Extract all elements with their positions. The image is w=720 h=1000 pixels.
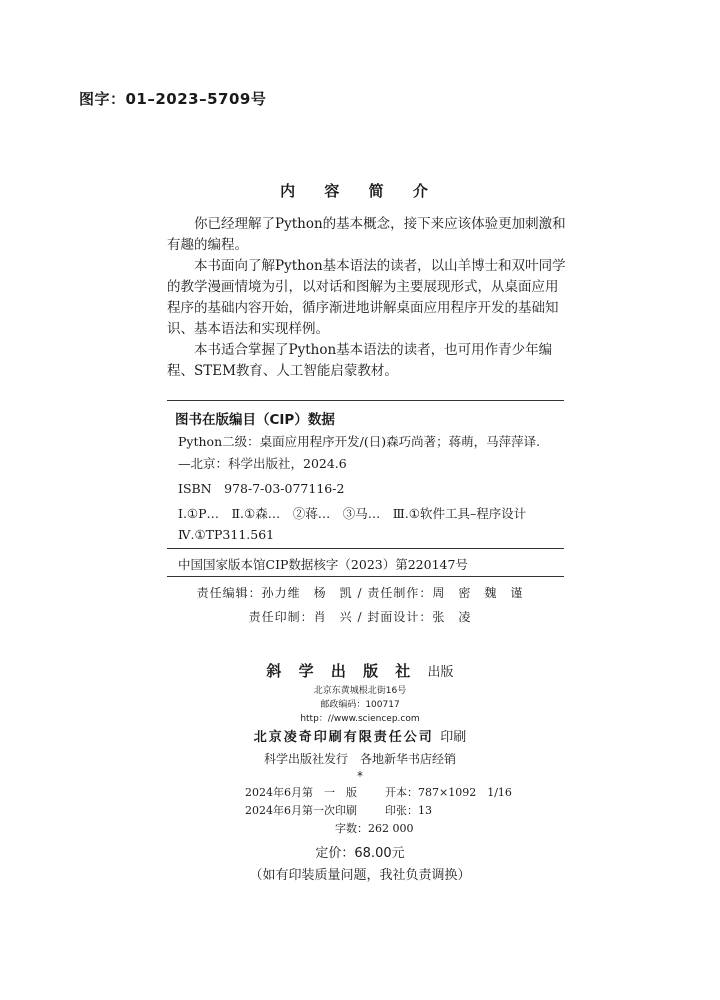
- cip-mid-rule: [167, 548, 564, 549]
- edition-sheets: 印张：13: [385, 804, 432, 817]
- cip-heading: 图书在版编目（CIP）数据: [175, 412, 335, 428]
- publisher-suffix: 出版: [427, 665, 454, 680]
- intro-paragraph: 本书适合掌握了Python基本语法的读者，也可用作青少年编程、STEM教育、人工智能启蒙教材。: [167, 342, 553, 379]
- publisher-name: 斜 学 出 版 社: [266, 662, 417, 680]
- registration-number: 图字：01–2023–5709号: [79, 90, 267, 108]
- credits-line-2: 责任印制：肖 兴 / 封面设计：张 凌: [248, 610, 472, 624]
- printer-suffix: 印刷: [440, 730, 467, 745]
- summary-title: 内 容 简 介: [280, 182, 440, 200]
- cip-number: 中国国家版本馆CIP数据核字（2023）第220147号: [178, 557, 468, 572]
- intro-summary: [167, 214, 567, 382]
- edition-first: 2024年6月第 一 版: [245, 786, 357, 799]
- cip-isbn: ISBN 978-7-03-077116-2: [178, 481, 345, 496]
- publisher-line: [0, 660, 720, 681]
- price: 定价：68.00元: [315, 846, 405, 861]
- publisher-postcode: 邮政编码：100717: [320, 700, 400, 710]
- cip-title-line: Python二级：桌面应用程序开发/(日)森巧尚著；蒋萌，马萍萍译.: [178, 434, 541, 449]
- cip-class-line-1: Ⅰ.①P… Ⅱ.①森… ②蒋… ③马… Ⅲ.①软件工具–程序设计: [178, 506, 527, 521]
- cip-class-line-2: Ⅳ.①TP311.561: [178, 527, 275, 542]
- edition-format: 开本：787×1092 1/16: [385, 786, 512, 799]
- cip-bottom-rule: [167, 576, 564, 577]
- distribution-line: 科学出版社发行 各地新华书店经销: [263, 752, 456, 766]
- publisher-address: 北京东黄城根北街16号: [313, 686, 407, 696]
- credits-line-1: 责任编辑：孙力维 杨 凯 / 责任制作：周 密 魏 谨: [196, 586, 524, 600]
- intro-paragraph: 本书面向了解Python基本语法的读者，以山羊博士和双叶同学的教学漫画情境为引，以对话和图解为主要展现形式，从桌面应用程序的基础内容开始，循序渐进地讲解桌面应用程序开发的基础知识、基本语法和实现样例。: [167, 258, 566, 337]
- separator-star: *: [357, 769, 363, 783]
- intro-paragraph: 你已经理解了Python的基本概念，接下来应该体验更加刺激和有趣的编程。: [167, 216, 566, 253]
- printer-name: 北京凌奇印刷有限责任公司: [253, 730, 434, 745]
- edition-first-print: 2024年6月第一次印刷: [245, 804, 357, 817]
- cip-top-rule: [167, 400, 564, 401]
- quality-note: （如有印装质量问题，我社负责调换）: [249, 868, 471, 883]
- publisher-url: http：//www.sciencep.com: [300, 714, 420, 724]
- edition-words: 字数：262 000: [335, 822, 414, 835]
- printer-line: [0, 726, 720, 745]
- cip-pub-line: —北京：科学出版社，2024.6: [178, 456, 347, 471]
